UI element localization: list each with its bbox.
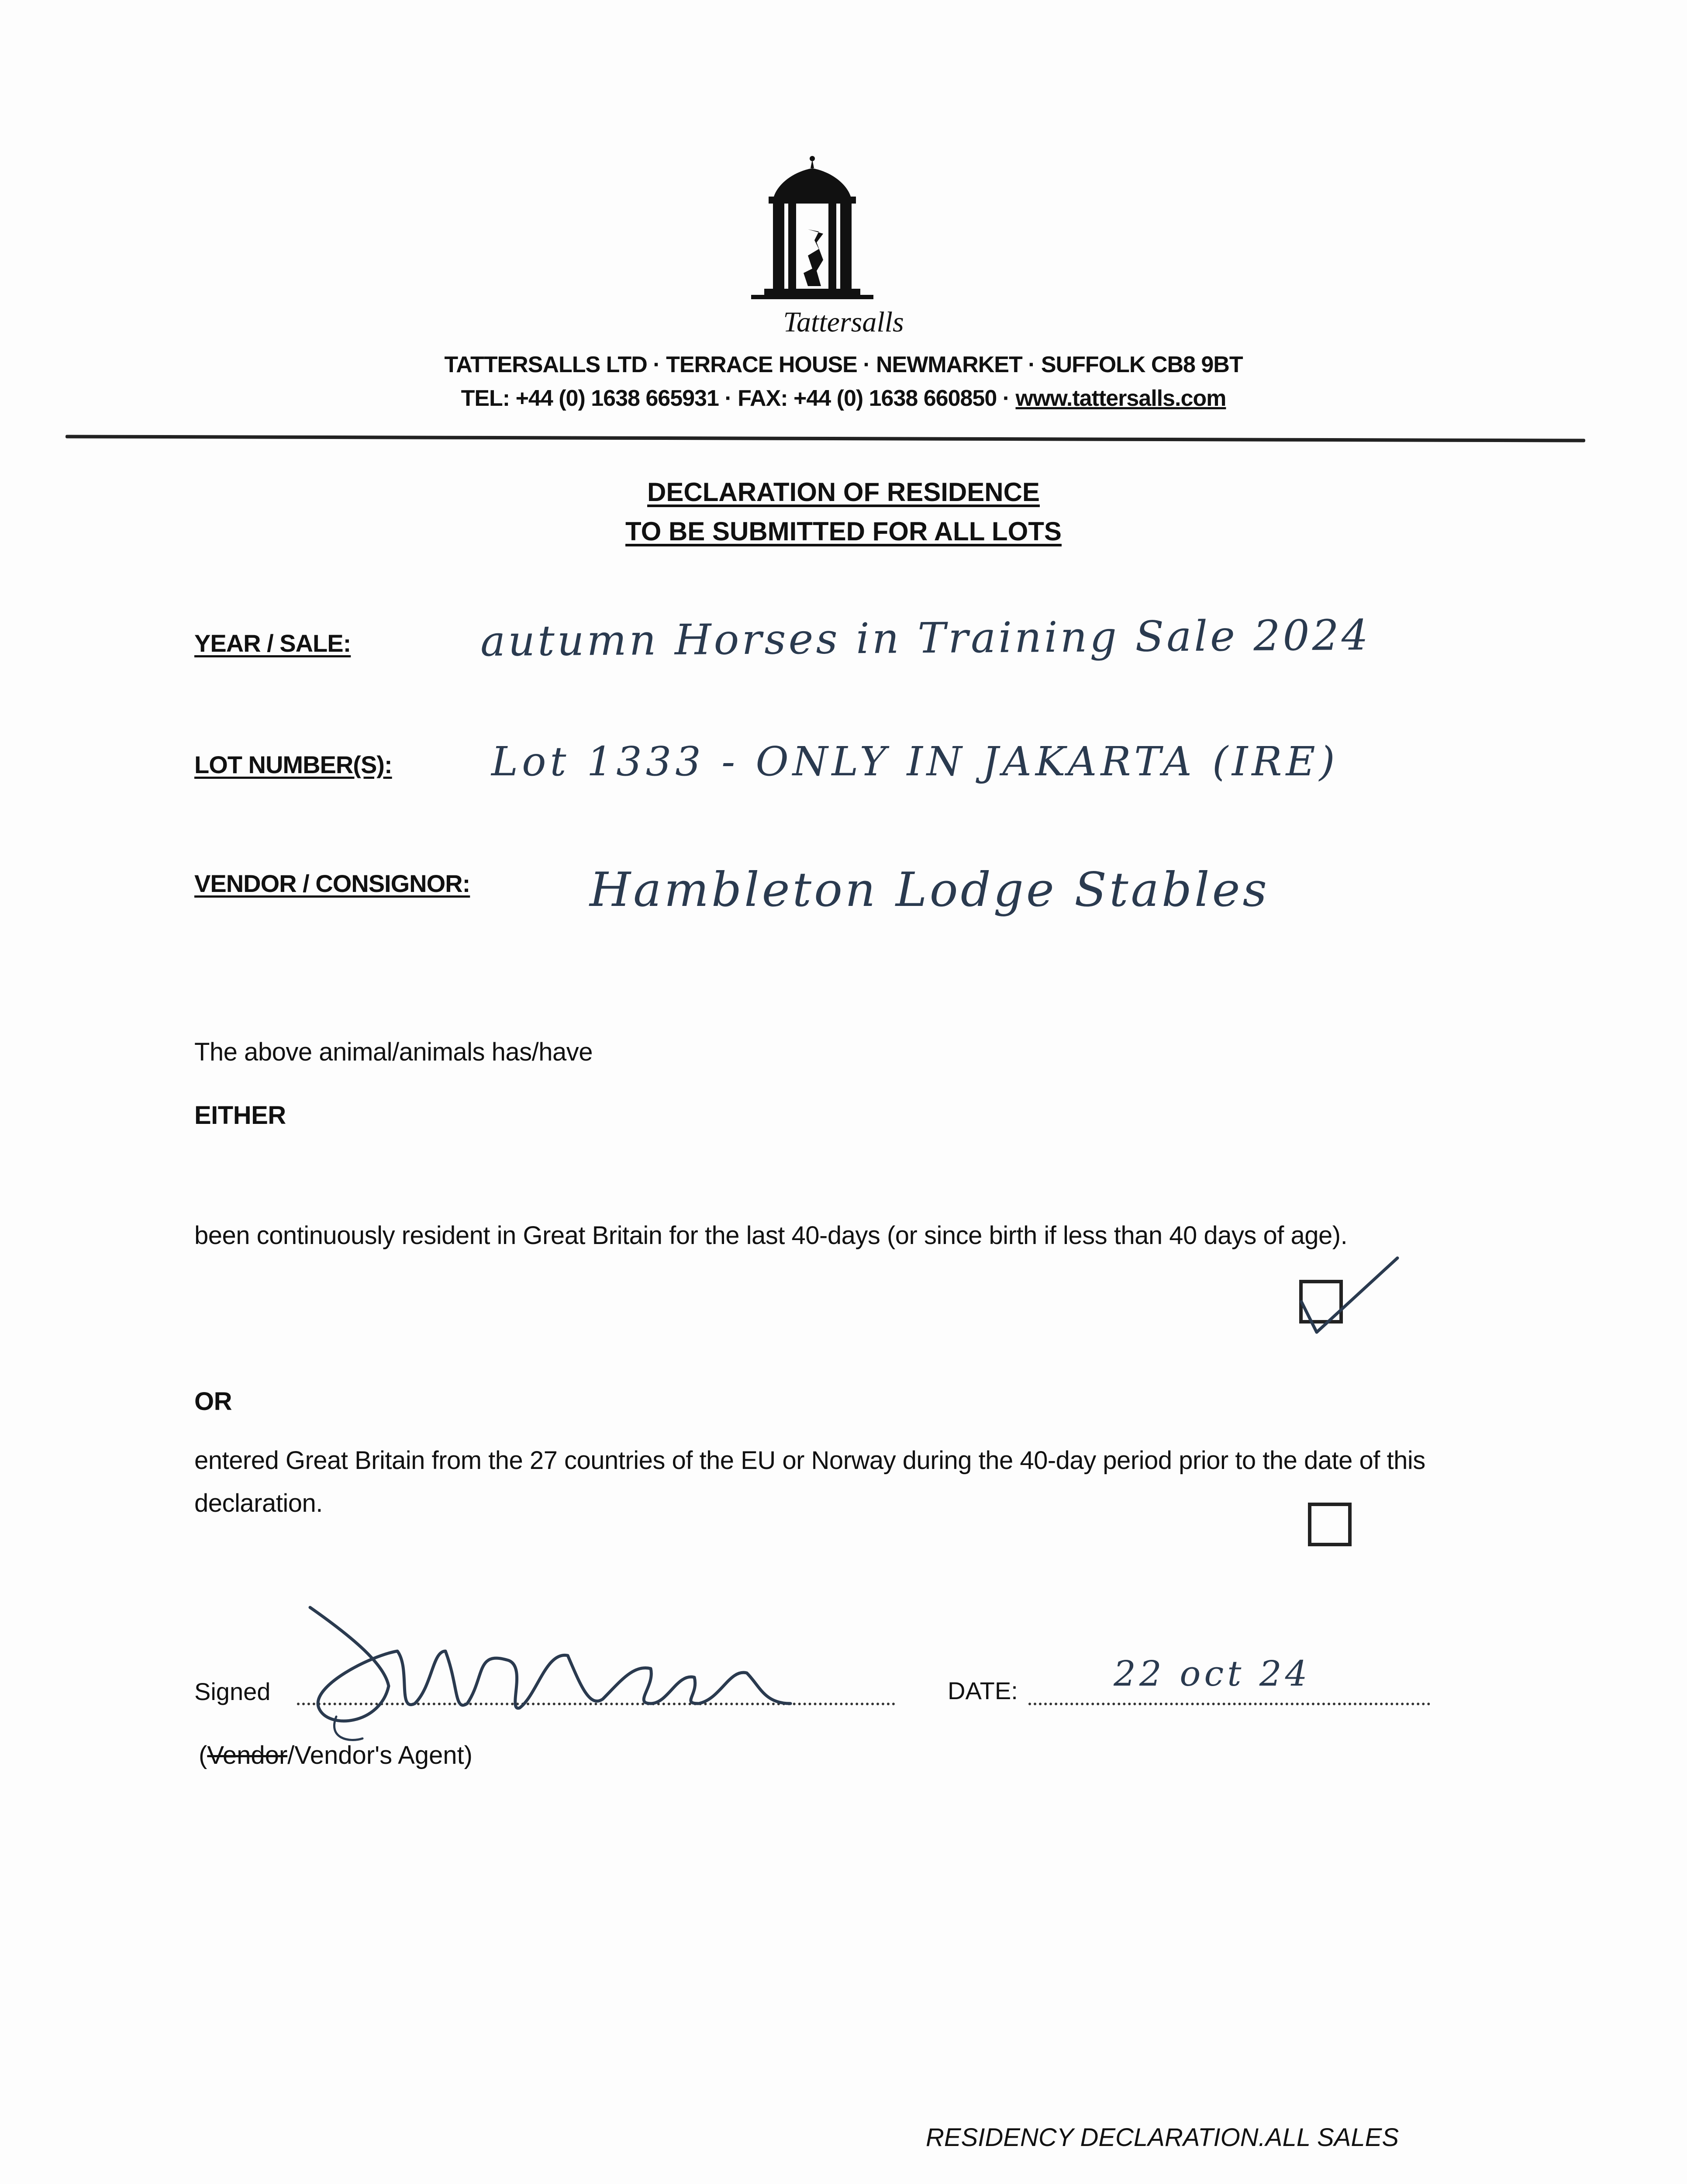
either-heading: EITHER <box>194 1101 286 1130</box>
date-field[interactable]: 22 oct 24 <box>1114 1653 1311 1694</box>
vendor-consignor-field[interactable]: Hambleton Lodge Stables <box>590 863 1270 917</box>
contact-phone-fax: TEL: +44 (0) 1638 665931 · FAX: +44 (0) 1638 660850 · <box>461 386 1016 411</box>
or-heading: OR <box>194 1387 232 1416</box>
tattersalls-cupola-logo-icon <box>742 155 882 310</box>
company-address: TATTERSALLS LTD · TERRACE HOUSE · NEWMARKET · SUFFOLK CB8 9BT <box>444 352 1243 377</box>
document-footer: RESIDENCY DECLARATION.ALL SALES <box>926 2123 1399 2152</box>
header-divider <box>66 435 1585 442</box>
company-contact <box>0 385 1687 411</box>
date-line <box>1028 1703 1430 1705</box>
year-sale-label: YEAR / SALE: <box>194 629 351 657</box>
document-subtitle: TO BE SUBMITTED FOR ALL LOTS <box>625 517 1062 546</box>
handwritten-signature-icon[interactable] <box>301 1599 825 1743</box>
check-mark-icon <box>1293 1249 1406 1345</box>
option-resident-text: been continuously resident in Great Britain for the last 40-days (or since birth if less than 40 days of age). <box>194 1221 1348 1250</box>
signatory-role <box>199 1741 473 1770</box>
signatory-role-rest: /Vendor's Agent) <box>287 1741 473 1769</box>
declaration-intro: The above animal/animals has/have <box>194 1038 593 1066</box>
option-entered-checkbox[interactable] <box>1308 1503 1352 1546</box>
signed-label: Signed <box>194 1678 271 1705</box>
document-title: DECLARATION OF RESIDENCE <box>647 477 1040 507</box>
year-sale-field[interactable]: autumn Horses in Training Sale 2024 <box>480 610 1371 666</box>
lot-numbers-field[interactable]: Lot 1333 - ONLY IN JAKARTA (IRE) <box>491 738 1339 785</box>
website-link[interactable]: www.tattersalls.com <box>1015 386 1226 411</box>
brand-name: Tattersalls <box>783 306 904 338</box>
signatory-role-struck: Vendor <box>207 1741 288 1769</box>
signatory-role-open: ( <box>199 1741 207 1769</box>
option-entered-text: entered Great Britain from the 27 countries of the EU or Norway during the 40-day period prior to the date of this declaration. <box>194 1446 1425 1517</box>
lot-numbers-label: LOT NUMBER(S): <box>194 751 392 778</box>
date-label: DATE: <box>948 1677 1018 1704</box>
vendor-consignor-label: VENDOR / CONSIGNOR: <box>194 870 470 897</box>
